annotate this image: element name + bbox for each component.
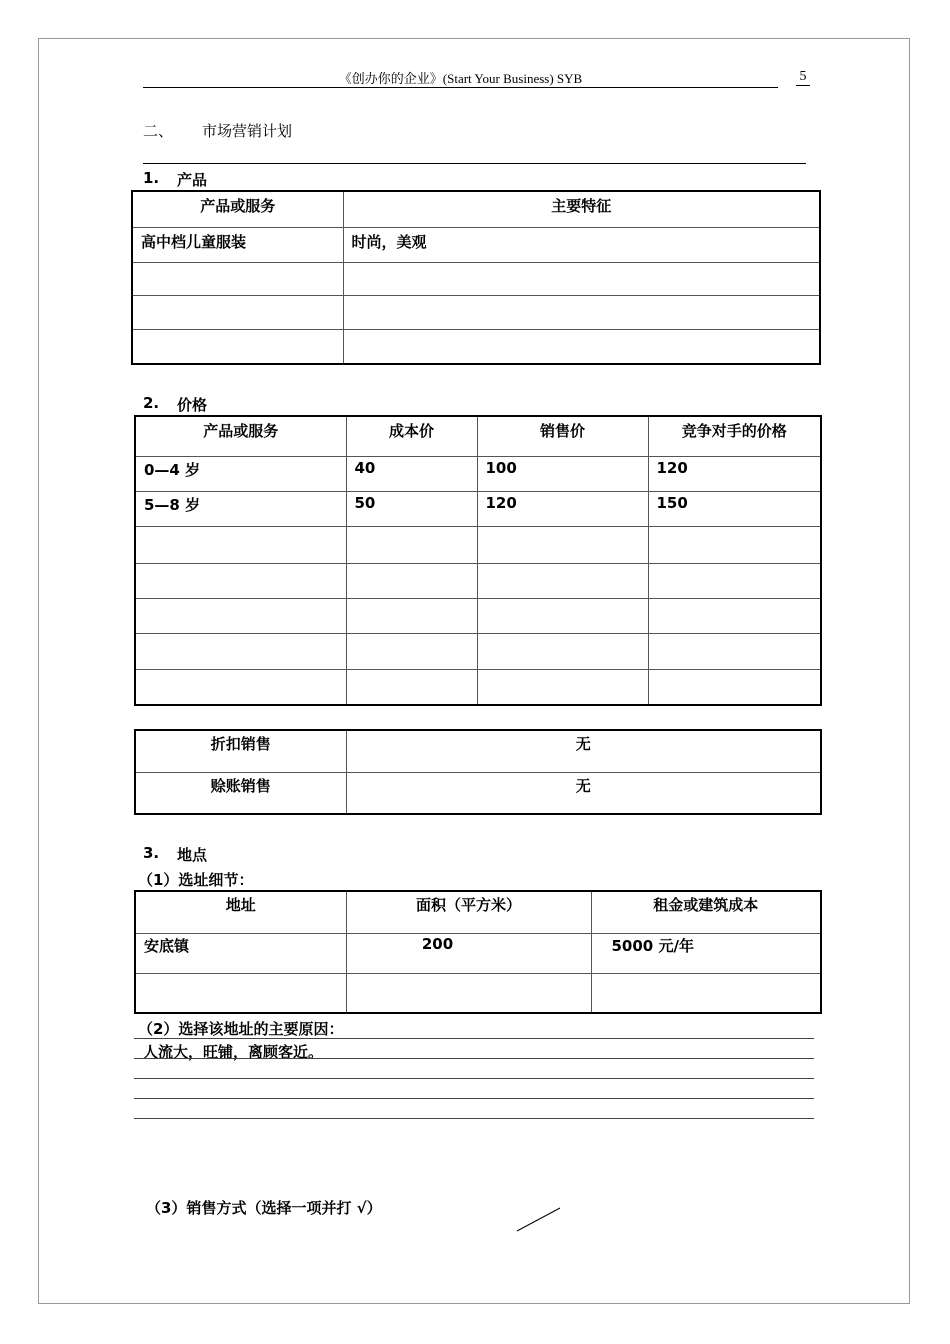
table-cell[interactable]: [135, 973, 346, 1013]
price-heading: 价格: [177, 396, 208, 414]
table-cell[interactable]: [477, 526, 648, 563]
table-cell[interactable]: 5000 元/年: [591, 933, 821, 973]
credit-sales-label: 赊账销售: [135, 772, 346, 814]
page-number: 5: [796, 68, 810, 86]
table-cell[interactable]: [648, 526, 821, 563]
table-cell[interactable]: [135, 563, 346, 598]
location-table: [134, 890, 822, 1014]
table-cell[interactable]: 安底镇: [135, 933, 346, 973]
table-row: [135, 456, 821, 491]
answer-line: [134, 1038, 814, 1039]
table-row: [135, 491, 821, 526]
table-cell[interactable]: 0—4 岁: [135, 456, 346, 491]
table-cell[interactable]: 120: [477, 491, 648, 526]
table-cell[interactable]: 40: [346, 456, 477, 491]
table-cell[interactable]: [648, 563, 821, 598]
table-cell[interactable]: 200: [346, 933, 591, 973]
table-cell[interactable]: 5—8 岁: [135, 491, 346, 526]
table-cell[interactable]: 50: [346, 491, 477, 526]
table-row: [135, 563, 821, 598]
sale-price-col-header: 销售价: [477, 416, 648, 456]
site-details-label: （1）选址细节：: [138, 871, 254, 889]
table-row: [135, 730, 821, 772]
table-cell[interactable]: [648, 669, 821, 705]
table-cell[interactable]: 120: [648, 456, 821, 491]
product-col-header: 产品或服务: [132, 191, 343, 227]
table-cell[interactable]: [132, 329, 343, 364]
table-cell[interactable]: [477, 598, 648, 633]
table-cell[interactable]: [477, 563, 648, 598]
table-cell[interactable]: [132, 262, 343, 295]
section-number: 二、: [143, 122, 174, 140]
answer-line: [134, 1058, 814, 1059]
table-cell[interactable]: 100: [477, 456, 648, 491]
table-cell[interactable]: [343, 329, 820, 364]
table-cell[interactable]: [135, 598, 346, 633]
table-cell[interactable]: 150: [648, 491, 821, 526]
table-header-row: [135, 891, 821, 933]
answer-line: [134, 1078, 814, 1079]
table-cell[interactable]: [346, 598, 477, 633]
sales-terms-table: [134, 729, 822, 815]
table-cell[interactable]: [346, 669, 477, 705]
table-cell[interactable]: [135, 669, 346, 705]
table-cell[interactable]: [346, 526, 477, 563]
table-row: [132, 329, 820, 364]
running-header: 《创办你的企业》(Start Your Business) SYB: [338, 71, 583, 86]
table-cell[interactable]: 时尚，美观: [343, 227, 820, 262]
table-cell[interactable]: [343, 295, 820, 329]
table-row: [132, 295, 820, 329]
header-rule: [143, 87, 778, 88]
area-col-header: 面积（平方米）: [346, 891, 591, 933]
table-row: [132, 227, 820, 262]
section-rule: [143, 163, 806, 164]
table-cell[interactable]: [135, 633, 346, 669]
table-header-row: [132, 191, 820, 227]
address-col-header: 地址: [135, 891, 346, 933]
reason-text[interactable]: 人流大，旺铺，离顾客近。: [143, 1043, 324, 1061]
discount-sales-value[interactable]: 无: [346, 730, 821, 772]
table-header-row: [135, 416, 821, 456]
table-row: [135, 973, 821, 1013]
table-cell[interactable]: [343, 262, 820, 295]
location-heading-number: 3.: [143, 844, 160, 862]
answer-line: [134, 1098, 814, 1099]
table-cell[interactable]: [591, 973, 821, 1013]
table-cell[interactable]: [648, 598, 821, 633]
table-row: [135, 598, 821, 633]
answer-line: [134, 1118, 814, 1119]
table-row: [135, 669, 821, 705]
table-row: [135, 633, 821, 669]
credit-sales-value[interactable]: 无: [346, 772, 821, 814]
table-cell[interactable]: 高中档儿童服装: [132, 227, 343, 262]
table-row: [135, 933, 821, 973]
table-cell[interactable]: [346, 563, 477, 598]
table-cell[interactable]: [477, 669, 648, 705]
competitor-price-col-header: 竞争对手的价格: [648, 416, 821, 456]
location-heading: 地点: [177, 846, 208, 864]
table-row: [135, 772, 821, 814]
price-heading-number: 2.: [143, 394, 160, 412]
product-table: [131, 190, 821, 365]
feature-col-header: 主要特征: [343, 191, 820, 227]
table-cell[interactable]: [132, 295, 343, 329]
table-cell[interactable]: [135, 526, 346, 563]
table-row: [135, 526, 821, 563]
table-cell[interactable]: [648, 633, 821, 669]
section-title: 市场营销计划: [202, 122, 293, 140]
table-cell[interactable]: [477, 633, 648, 669]
pen-stroke-mark: [516, 1206, 562, 1234]
table-cell[interactable]: [346, 973, 591, 1013]
table-cell[interactable]: [346, 633, 477, 669]
product-heading-number: 1.: [143, 169, 160, 187]
rent-col-header: 租金或建筑成本: [591, 891, 821, 933]
table-row: [132, 262, 820, 295]
sales-method-label: （3）销售方式（选择一项并打 √）: [146, 1199, 382, 1217]
price-table: [134, 415, 822, 706]
reason-label: （2）选择该地址的主要原因：: [138, 1020, 344, 1038]
cost-col-header: 成本价: [346, 416, 477, 456]
product-heading: 产品: [177, 171, 208, 189]
discount-sales-label: 折扣销售: [135, 730, 346, 772]
product-col-header: 产品或服务: [135, 416, 346, 456]
